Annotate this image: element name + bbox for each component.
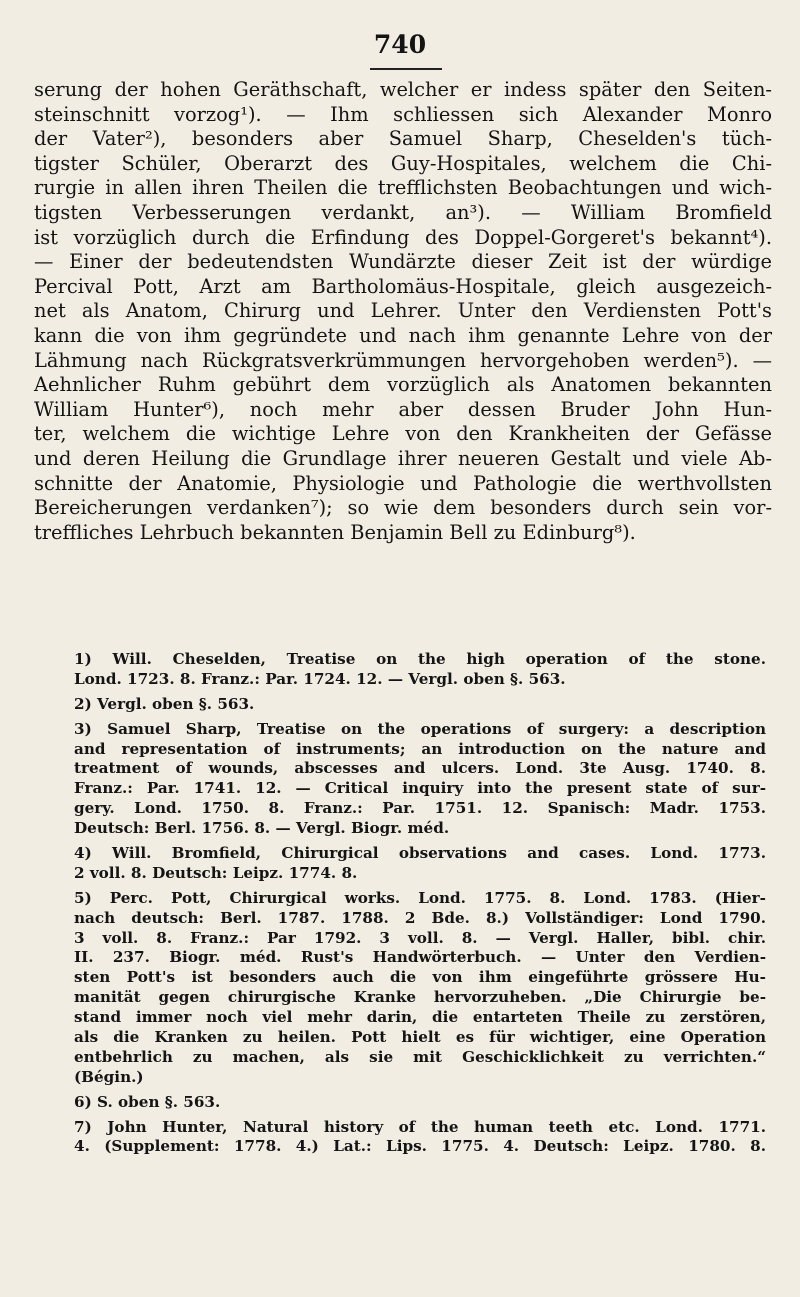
- main-text: [34, 78, 772, 545]
- text-line: serung der hohen Geräthschaft, welcher er indess später den Seiten-: [34, 78, 772, 101]
- text-line: Lähmung nach Rückgratsverkrümmungen hervorgehoben werden⁵). —: [34, 348, 772, 372]
- text-line: Bereicherungen verdanken⁷); so wie dem besonders durch sein vor-: [34, 496, 772, 520]
- text-line: Aehnlicher Ruhm gebührt dem vorzüglich als Anatomen bekannten: [34, 373, 772, 397]
- footnote-1: [74, 650, 766, 690]
- footnote-line: 1) Will. Cheselden, Treatise on the high operation of the stone.: [74, 650, 766, 668]
- text-line: treffliches Lehrbuch bekannten Benjamin Bell zu Edinburg⁸).: [34, 520, 636, 544]
- footnote-line: 3 voll. 8. Franz.: Par 1792. 3 voll. 8. — Vergl. Haller, bibl. chir.: [74, 928, 766, 947]
- page-number-rule: [370, 68, 442, 70]
- footnote-line: nach deutsch: Berl. 1787. 1788. 2 Bde. 8.) Vollständiger: Lond 1790.: [74, 908, 766, 927]
- footnote-line: Deutsch: Berl. 1756. 8. — Vergl. Biogr. méd.: [74, 819, 450, 838]
- footnote-line: stand immer noch viel mehr darin, die entarteten Theile zu zerstören,: [74, 1008, 766, 1027]
- page-number-text: 740: [373, 30, 427, 59]
- footnote-line: Lond. 1723. 8. Franz.: Par. 1724. 12. — Vergl. oben §. 563.: [74, 669, 566, 688]
- footnote-line: 4. (Supplement: 1778. 4.) Lat.: Lips. 1775. 4. Deutsch: Leipz. 1780. 8.: [74, 1137, 766, 1156]
- footnotes: [74, 650, 766, 1162]
- page-number: [0, 30, 800, 59]
- footnote-4: [74, 844, 766, 884]
- footnote-line: (Bégin.): [74, 1067, 144, 1086]
- text-line: ist vorzüglich durch die Erfindung des Doppel-Gorgeret's bekannt⁴).: [34, 225, 772, 249]
- footnote-line: 4) Will. Bromfield, Chirurgical observations and cases. Lond. 1773.: [74, 844, 766, 863]
- footnote-line: als die Kranken zu heilen. Pott hielt es für wichtiger, eine Operation: [74, 1028, 766, 1047]
- footnote-line: 2 voll. 8. Deutsch: Leipz. 1774. 8.: [74, 863, 358, 882]
- footnote-line: 2) Vergl. oben §. 563.: [74, 694, 255, 713]
- text-line: der Vater²), besonders aber Samuel Sharp, Cheselden's tüch-: [34, 127, 772, 151]
- text-line: rurgie in allen ihren Theilen die trefflichsten Beobachtungen und wich-: [34, 176, 772, 200]
- text-line: tigsten Verbesserungen verdankt, an³). — William Bromfield: [34, 200, 772, 224]
- footnote-7: [74, 1118, 766, 1158]
- text-line: schnitte der Anatomie, Physiologie und Pathologie die werthvollsten: [34, 471, 772, 495]
- footnote-line: 5) Perc. Pott, Chirurgical works. Lond. 1775. 8. Lond. 1783. (Hier-: [74, 888, 766, 907]
- text-line: und deren Heilung die Grundlage ihrer neueren Gestalt und viele Ab-: [34, 446, 772, 470]
- footnote-line: manität gegen chirurgische Kranke hervorzuheben. „Die Chirurgie be-: [74, 988, 766, 1007]
- footnote-line: 6) S. oben §. 563.: [74, 1092, 221, 1111]
- text-line: Percival Pott, Arzt am Bartholomäus-Hospitale, gleich ausgezeich-: [34, 274, 772, 298]
- text-line: William Hunter⁶), noch mehr aber dessen Bruder John Hun-: [34, 397, 772, 421]
- footnote-line: treatment of wounds, abscesses and ulcers. Lond. 3te Ausg. 1740. 8.: [74, 759, 766, 778]
- footnote-line: and representation of instruments; an introduction on the nature and: [74, 739, 766, 758]
- footnote-line: gery. Lond. 1750. 8. Franz.: Par. 1751. 12. Spanisch: Madr. 1753.: [74, 799, 766, 818]
- footnote-3: [74, 720, 766, 839]
- footnote-line: Franz.: Par. 1741. 12. — Critical inquiry into the present state of sur-: [74, 779, 766, 798]
- footnote-line: II. 237. Biogr. méd. Rust's Handwörterbuch. — Unter den Verdien-: [74, 948, 766, 967]
- text-line: kann die von ihm gegründete und nach ihm genannte Lehre von der: [34, 323, 772, 347]
- text-line: steinschnitt vorzog¹). — Ihm schliessen sich Alexander Monro: [34, 102, 772, 126]
- text-line: ter, welchem die wichtige Lehre von den Krankheiten der Gefässe: [34, 422, 772, 446]
- footnote-2: [74, 695, 766, 715]
- footnote-line: sten Pott's ist besonders auch die von ihm eingeführte grössere Hu-: [74, 968, 766, 987]
- text-line: — Einer der bedeutendsten Wundärzte dieser Zeit ist der würdige: [34, 250, 772, 274]
- footnote-line: 3) Samuel Sharp, Treatise on the operations of surgery: a description: [74, 719, 766, 738]
- text-line: net als Anatom, Chirurg und Lehrer. Unter den Verdiensten Pott's: [34, 299, 772, 323]
- footnote-line: entbehrlich zu machen, als sie mit Geschicklichkeit zu verrichten.“: [74, 1047, 766, 1066]
- text-line: tigster Schüler, Oberarzt des Guy-Hospitales, welchem die Chi-: [34, 151, 772, 175]
- footnote-6: [74, 1093, 766, 1113]
- footnote-5: [74, 889, 766, 1088]
- footnote-line: 7) John Hunter, Natural history of the human teeth etc. Lond. 1771.: [74, 1117, 766, 1136]
